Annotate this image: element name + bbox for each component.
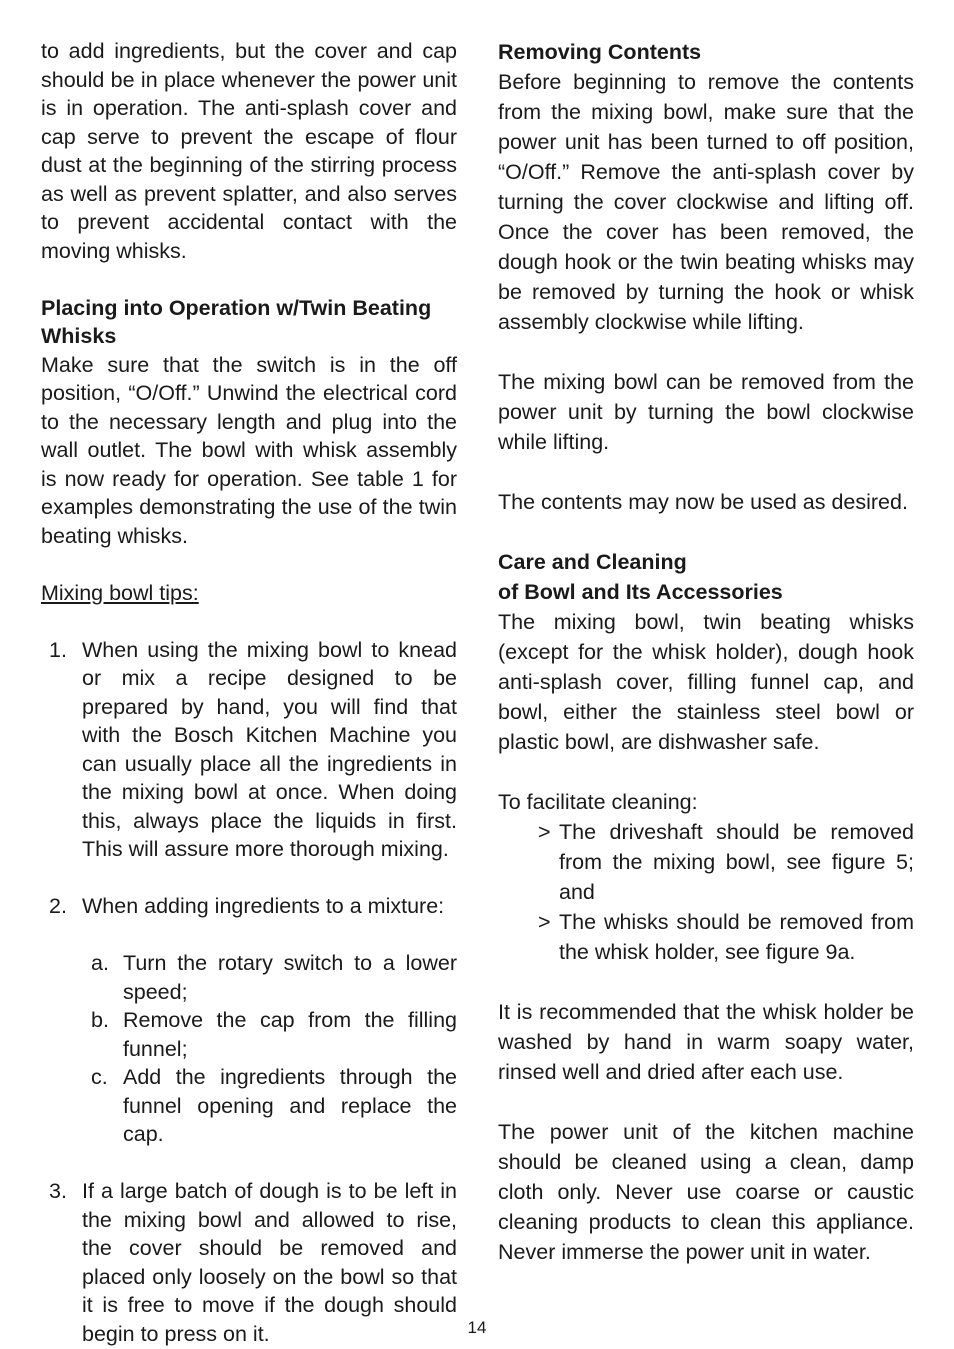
- intro-paragraph: to add ingredients, but the cover and cap should be in place whenever the power unit is in operation. The anti-splash cover and cap serve to prevent the escape of flour dust at the beginning of the stirring process as well as prevent splatter, and also serves to prevent accidental contact with the moving whisks.: [41, 39, 457, 263]
- tips-heading: Mixing bowl tips:: [41, 580, 199, 605]
- subtip-item-a: [41, 949, 457, 1006]
- removing-body: Before beginning to remove the contents from the mixing bowl, make sure that the power unit has been turned to off position, “O/Off.” Remove the anti-splash cover by turning the cover clockwise and lifting off. Once the cover has been removed, the dough hook or the twin beating whisks may be removed by turning the hook or whisk assembly clockwise while lifting.: [498, 70, 914, 334]
- tip-number: 1.: [49, 637, 67, 662]
- bullet-text: The whisks should be removed from the whisk holder, see figure 9a.: [559, 910, 914, 964]
- subtip-letter: c.: [91, 1065, 108, 1089]
- page-number: 14: [467, 1318, 487, 1337]
- tip-item-1: [41, 636, 457, 864]
- bowl-removal-paragraph: The mixing bowl can be removed from the power unit by turning the bowl clockwise while lifting.: [498, 370, 914, 454]
- subtip-letter: a.: [91, 951, 109, 975]
- tip-text: If a large batch of dough is to be left in the mixing bowl and allowed to rise, the cover should be removed and placed only loosely on the bowl so that it is free to move if the dough should begin to press on it.: [82, 1179, 457, 1346]
- placing-heading: Placing into Operation w/Twin Beating Whisks: [41, 295, 432, 348]
- subtip-text: Remove the cap from the filling funnel;: [123, 1008, 457, 1061]
- bullet-text: The driveshaft should be removed from the mixing bowl, see figure 5; and: [559, 820, 914, 904]
- tip-number: 3.: [49, 1179, 67, 1203]
- bullet-mark: >: [538, 910, 551, 934]
- cleaning-bullet-2: [498, 907, 914, 967]
- removing-heading: Removing Contents: [498, 40, 702, 64]
- subtip-letter: b.: [91, 1008, 109, 1032]
- cleaning-bullet-1: [498, 817, 914, 907]
- right-column: [498, 37, 914, 1267]
- subtip-item-b: [41, 1006, 457, 1063]
- subtip-item-c: [41, 1063, 457, 1149]
- left-column: [41, 37, 457, 1348]
- power-unit-paragraph: The power unit of the kitchen machine should be cleaned using a clean, damp cloth only. Never use coarse or caustic cleaning products to clean this appliance. Never immerse the power unit in water.: [498, 1120, 914, 1264]
- care-body: The mixing bowl, twin beating whisks (except for the whisk holder), dough hook anti-splash cover, filling funnel cap, and bowl, either the stainless steel bowl or plastic bowl, are dishwasher safe.: [498, 610, 914, 754]
- subtip-text: Turn the rotary switch to a lower speed;: [123, 951, 457, 1004]
- tip-text: When using the mixing bowl to knead or mix a recipe designed to be prepared by hand, you will find that with the Bosch Kitchen Machine you can usually place all the ingredients in the mixing bowl at once. When doing this, always place the liquids in first. This will assure more thorough mixing.: [82, 637, 457, 861]
- care-heading-line-2: of Bowl and Its Accessories: [498, 580, 783, 604]
- tip-text: When adding ingredients to a mixture:: [82, 894, 445, 918]
- contents-use-paragraph: The contents may now be used as desired.: [498, 490, 908, 514]
- facilitate-label: To facilitate cleaning:: [498, 790, 698, 814]
- placing-body: Make sure that the switch is in the off position, “O/Off.” Unwind the electrical cord to the necessary length and plug into the wall outlet. The bowl with whisk assembly is now ready for operation. See table 1 for examples demonstrating the use of the twin beating whisks.: [41, 352, 457, 548]
- tip-number: 2.: [49, 894, 67, 918]
- tip-item-2: [41, 892, 457, 921]
- care-heading-line-1: Care and Cleaning: [498, 550, 687, 574]
- bullet-mark: >: [538, 820, 551, 844]
- subtip-text: Add the ingredients through the funnel opening and replace the cap.: [123, 1065, 457, 1146]
- whisk-holder-paragraph: It is recommended that the whisk holder be washed by hand in warm soapy water, rinsed well and dried after each use.: [498, 1000, 914, 1084]
